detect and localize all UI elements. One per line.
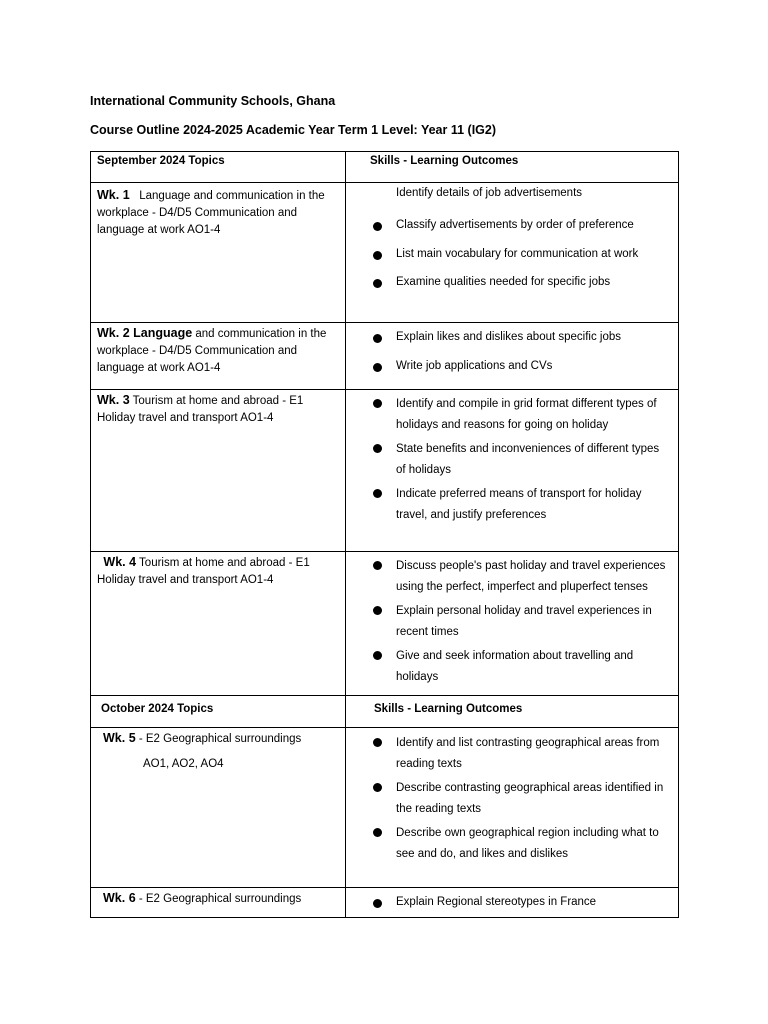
list-item bbox=[346, 329, 678, 346]
list-item bbox=[346, 894, 678, 911]
list-item bbox=[346, 556, 678, 598]
outcome-text: Explain personal holiday and travel experiences in recent times bbox=[396, 605, 652, 638]
week-label: Wk. 2 Language bbox=[97, 326, 193, 340]
week-topic-cell bbox=[91, 183, 346, 323]
outcome-text: Write job applications and CVs bbox=[396, 360, 553, 372]
list-item bbox=[346, 484, 678, 526]
bullet-icon bbox=[373, 738, 382, 747]
week-topic-cell bbox=[91, 552, 346, 696]
outcomes-list bbox=[346, 394, 678, 526]
outcome-text: Identify and list contrasting geographical areas from reading texts bbox=[396, 737, 660, 770]
list-item bbox=[346, 778, 678, 820]
week-topic: Tourism at home and abroad - E1 Holiday travel and transport AO1-4 bbox=[97, 395, 304, 424]
week-topic-cell bbox=[91, 390, 346, 552]
october-header-row bbox=[91, 696, 679, 728]
bullet-icon bbox=[373, 444, 382, 453]
outcomes-list bbox=[346, 733, 678, 865]
table-row bbox=[91, 390, 679, 552]
week-label: Wk. 1 bbox=[97, 188, 130, 202]
october-topics-header: October 2024 Topics bbox=[91, 696, 346, 728]
course-outline-table bbox=[90, 151, 679, 918]
week-label: Wk. 3 bbox=[97, 393, 130, 407]
outcome-text: Identify and compile in grid format different types of holidays and reasons for going on holiday bbox=[396, 398, 657, 431]
week-topic: - E2 Geographical surroundings bbox=[138, 893, 302, 905]
outcome-text: Explain likes and dislikes about specific jobs bbox=[396, 331, 622, 343]
bullet-icon bbox=[373, 222, 382, 231]
list-item bbox=[346, 394, 678, 436]
list-item bbox=[346, 246, 678, 263]
table-row bbox=[91, 183, 679, 323]
table-row bbox=[91, 728, 679, 888]
outcome-text: Give and seek information about travelling and holidays bbox=[396, 650, 634, 683]
outcome-text: Examine qualities needed for specific jobs bbox=[396, 276, 611, 288]
list-item bbox=[346, 217, 678, 234]
bullet-icon bbox=[373, 561, 382, 570]
outcomes-cell bbox=[346, 888, 679, 918]
outcome-text: Classify advertisements by order of preference bbox=[396, 219, 634, 231]
week-topic: Language and communication in the workplace - D4/D5 Communication and language at work AO1-4 bbox=[97, 190, 325, 236]
week-label: Wk. 4 bbox=[103, 555, 137, 569]
week-label: Wk. 5 bbox=[103, 731, 136, 745]
outcome-text: State benefits and inconveniences of different types of holidays bbox=[396, 443, 660, 476]
bullet-icon bbox=[373, 651, 382, 660]
outcomes-list bbox=[346, 556, 678, 688]
week-topic-cell bbox=[91, 888, 346, 918]
list-item bbox=[346, 274, 678, 291]
october-outcomes-header: Skills - Learning Outcomes bbox=[346, 696, 679, 728]
bullet-icon bbox=[373, 783, 382, 792]
list-item bbox=[346, 185, 678, 202]
list-item bbox=[346, 358, 678, 375]
outcome-text: Describe own geographical region including what to see and do, and likes and dislikes bbox=[396, 827, 659, 860]
week-topic: - E2 Geographical surroundings bbox=[138, 733, 302, 745]
outcome-text: Explain Regional stereotypes in France bbox=[396, 896, 597, 908]
week-topic-cell bbox=[91, 323, 346, 390]
bullet-icon bbox=[373, 606, 382, 615]
outcomes-list bbox=[346, 185, 678, 291]
week-topic: and communication in the workplace - D4/D5 Communication and language at work AO1-4 bbox=[97, 328, 327, 374]
outcome-text: Indicate preferred means of transport for holiday travel, and justify preferences bbox=[396, 488, 642, 521]
outcomes-list bbox=[346, 894, 678, 911]
school-name: International Community Schools, Ghana bbox=[90, 94, 336, 108]
course-title: Course Outline 2024-2025 Academic Year Term 1 Level: Year 11 (IG2) bbox=[90, 123, 497, 137]
assessment-objectives: AO1, AO2, AO4 bbox=[143, 758, 224, 770]
list-item bbox=[346, 439, 678, 481]
outcomes-cell bbox=[346, 183, 679, 323]
outcomes-cell bbox=[346, 552, 679, 696]
outcomes-cell bbox=[346, 323, 679, 390]
week-topic: Tourism at home and abroad - E1 Holiday travel and transport AO1-4 bbox=[97, 557, 310, 586]
list-item bbox=[346, 733, 678, 775]
week-label: Wk. 6 bbox=[103, 891, 136, 905]
september-header-row bbox=[91, 152, 679, 183]
outcome-text: Describe contrasting geographical areas identified in the reading texts bbox=[396, 782, 664, 815]
table-row bbox=[91, 888, 679, 918]
table-row bbox=[91, 323, 679, 390]
outcome-text: Identify details of job advertisements bbox=[396, 187, 583, 199]
list-item bbox=[346, 601, 678, 643]
list-item bbox=[346, 646, 678, 688]
september-outcomes-header: Skills - Learning Outcomes bbox=[346, 152, 679, 183]
outcomes-list bbox=[346, 329, 678, 375]
table-row bbox=[91, 552, 679, 696]
bullet-icon bbox=[373, 363, 382, 372]
bullet-icon bbox=[373, 899, 382, 908]
bullet-icon bbox=[373, 399, 382, 408]
bullet-icon bbox=[373, 828, 382, 837]
bullet-icon bbox=[373, 279, 382, 288]
september-topics-header: September 2024 Topics bbox=[91, 152, 346, 183]
bullet-icon bbox=[373, 489, 382, 498]
list-item bbox=[346, 823, 678, 865]
outcomes-cell bbox=[346, 390, 679, 552]
bullet-icon bbox=[373, 251, 382, 260]
week-topic-cell bbox=[91, 728, 346, 888]
outcomes-cell bbox=[346, 728, 679, 888]
bullet-icon bbox=[373, 334, 382, 343]
outcome-text: List main vocabulary for communication at work bbox=[396, 248, 639, 260]
outcome-text: Discuss people's past holiday and travel experiences using the perfect, imperfect and pluperfect tenses bbox=[396, 560, 666, 593]
